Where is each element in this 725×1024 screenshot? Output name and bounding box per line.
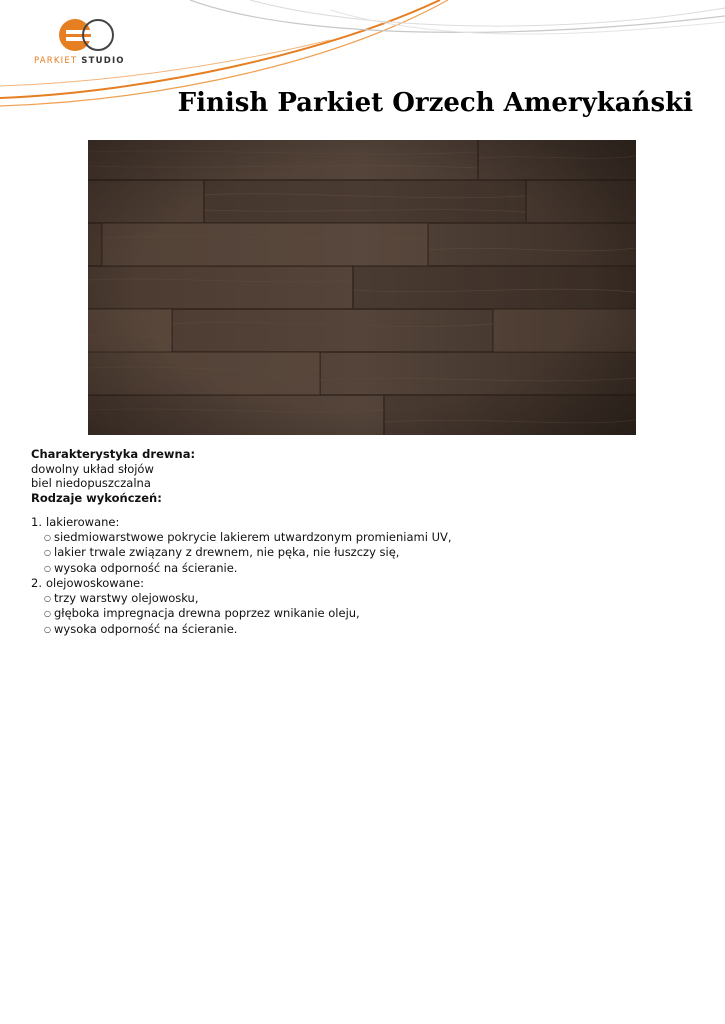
brand-name-part1: PARKIET xyxy=(34,56,78,66)
characteristics-line: biel niedopuszczalna xyxy=(31,476,151,490)
list-number: 2. xyxy=(31,576,42,590)
circle-bullet-icon: ○ xyxy=(44,624,51,634)
logo-icon xyxy=(58,18,116,52)
list-item xyxy=(44,545,691,561)
finish-item-oil-waxed xyxy=(31,576,691,637)
circle-bullet-icon: ○ xyxy=(44,532,51,542)
brand-wordmark xyxy=(34,56,125,66)
circle-bullet-icon: ○ xyxy=(44,609,51,618)
brand-logo[interactable] xyxy=(34,18,144,68)
finish-label: lakierowane: xyxy=(46,515,120,529)
brand-name-part2: STUDIO xyxy=(81,56,125,66)
list-item-text: wysoka odporność na ścieranie. xyxy=(54,621,238,636)
list-item-text: trzy warstwy olejowosku, xyxy=(54,590,199,605)
circle-bullet-icon: ○ xyxy=(44,593,51,603)
list-item xyxy=(44,591,691,607)
list-item-text: lakier trwale związany z drewnem, nie pęka, nie łuszczy się, xyxy=(54,545,400,559)
circle-bullet-icon: ○ xyxy=(44,548,51,557)
finish-label: olejowoskowane: xyxy=(46,576,144,590)
walnut-parquet-image xyxy=(88,140,636,435)
list-item-text: siedmiowarstwowe pokrycie lakierem utwardzonym promieniami UV, xyxy=(54,529,452,544)
finishes-list xyxy=(31,515,691,637)
list-item-text: głęboka impregnacja drewna poprzez wnikanie oleju, xyxy=(54,606,360,620)
characteristics-heading: Charakterystyka drewna: xyxy=(31,447,196,461)
list-item xyxy=(44,606,691,622)
circle-bullet-icon: ○ xyxy=(44,563,51,573)
page-title: Finish Parkiet Orzech Amerykański xyxy=(177,88,693,118)
list-number: 1. xyxy=(31,515,42,529)
finish-item-lacquered xyxy=(31,515,691,576)
list-item xyxy=(44,561,691,577)
content-section xyxy=(31,447,691,637)
finishes-heading: Rodzaje wykończeń: xyxy=(31,490,162,505)
list-item xyxy=(44,530,691,546)
list-item xyxy=(44,622,691,638)
list-item-text: wysoka odporność na ścieranie. xyxy=(54,560,238,575)
finish-sublist xyxy=(31,591,691,638)
characteristics-line: dowolny układ słojów xyxy=(31,461,154,476)
finish-sublist xyxy=(31,530,691,577)
